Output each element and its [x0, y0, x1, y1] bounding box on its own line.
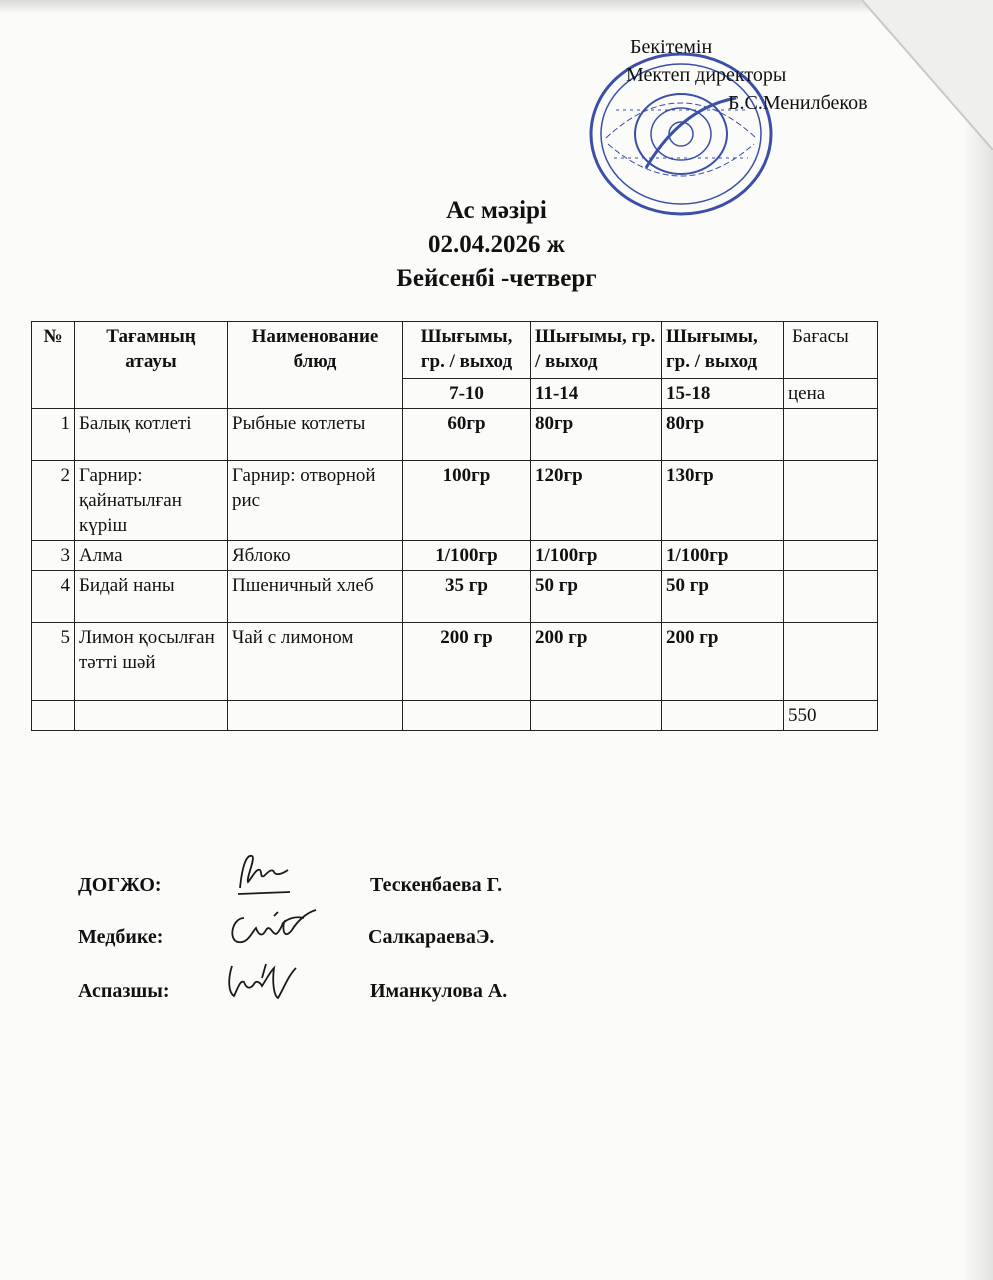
- total-price: 550: [784, 701, 878, 731]
- approval-line-position: Мектеп директоры: [626, 64, 787, 86]
- row-output-7-10: 100гр: [403, 461, 531, 541]
- signature-name: Иманкулова А.: [370, 980, 508, 1002]
- row-output-15-18: 80гр: [662, 409, 784, 461]
- row-output-7-10: 200 гр: [403, 623, 531, 701]
- page-right-shadow: [963, 0, 993, 1280]
- row-name-ru: Рыбные котлеты: [228, 409, 403, 461]
- row-num: 1: [32, 409, 75, 461]
- row-name-kz: Алма: [75, 541, 228, 571]
- table-row: [32, 623, 878, 701]
- empty-cell: [75, 701, 228, 731]
- document-title: [0, 194, 993, 296]
- row-output-15-18: 200 гр: [662, 623, 784, 701]
- title-weekday: Бейсенбі -четверг: [396, 265, 597, 292]
- row-output-11-14: 1/100гр: [531, 541, 662, 571]
- row-name-ru: Гарнир: отворной рис: [228, 461, 403, 541]
- approval-line-approve: Бекітемін: [630, 36, 713, 58]
- title-date: 02.04.2026 ж: [428, 231, 565, 258]
- handwritten-signature-icon: [228, 848, 298, 898]
- signature-row-dogzho: [78, 866, 678, 906]
- signature-role: Медбике:: [78, 926, 164, 948]
- row-output-15-18: 130гр: [662, 461, 784, 541]
- header-price-kz: Бағасы: [784, 322, 878, 379]
- row-price: [784, 461, 878, 541]
- row-name-kz: Балық котлеті: [75, 409, 228, 461]
- signature-row-nurse: [78, 918, 678, 958]
- signature-row-cook: [78, 972, 678, 1012]
- header-age-11-14: 11-14: [531, 379, 662, 409]
- signatures-block: [78, 866, 678, 1006]
- header-name-ru: Наименование блюд: [228, 322, 403, 409]
- row-num: 5: [32, 623, 75, 701]
- row-price: [784, 541, 878, 571]
- row-output-7-10: 35 гр: [403, 571, 531, 623]
- menu-table: [31, 321, 878, 731]
- empty-cell: [228, 701, 403, 731]
- row-name-kz: Гарнир: қайнатылған күріш: [75, 461, 228, 541]
- row-name-ru: Чай с лимоном: [228, 623, 403, 701]
- table-row: [32, 409, 878, 461]
- row-name-ru: Яблоко: [228, 541, 403, 571]
- signature-name: Тескенбаева Г.: [370, 874, 503, 896]
- table-row: [32, 461, 878, 541]
- empty-cell: [531, 701, 662, 731]
- header-output-1: Шығымы, гр. / выход: [403, 322, 531, 379]
- row-name-kz: Лимон қосылған тәтті шәй: [75, 623, 228, 701]
- row-price: [784, 623, 878, 701]
- empty-cell: [403, 701, 531, 731]
- title-menu: Ас мәзірі: [446, 197, 547, 224]
- row-num: 2: [32, 461, 75, 541]
- row-output-7-10: 60гр: [403, 409, 531, 461]
- header-name-kz: Тағамның атауы: [75, 322, 228, 409]
- handwritten-signature-icon: [222, 904, 322, 954]
- row-name-ru: Пшеничный хлеб: [228, 571, 403, 623]
- row-output-7-10: 1/100гр: [403, 541, 531, 571]
- row-output-11-14: 80гр: [531, 409, 662, 461]
- table-row: [32, 571, 878, 623]
- row-output-11-14: 50 гр: [531, 571, 662, 623]
- header-output-2: Шығымы, гр. / выход: [531, 322, 662, 379]
- row-name-kz: Бидай наны: [75, 571, 228, 623]
- header-row: [32, 322, 878, 379]
- header-num: №: [32, 322, 75, 409]
- row-price: [784, 409, 878, 461]
- total-row: [32, 701, 878, 731]
- header-age-15-18: 15-18: [662, 379, 784, 409]
- row-output-15-18: 1/100гр: [662, 541, 784, 571]
- page-top-shadow: [0, 0, 993, 14]
- row-num: 4: [32, 571, 75, 623]
- handwritten-signature-icon: [222, 958, 302, 1008]
- header-age-7-10: 7-10: [403, 379, 531, 409]
- row-output-15-18: 50 гр: [662, 571, 784, 623]
- row-output-11-14: 200 гр: [531, 623, 662, 701]
- signature-role: ДОГЖО:: [78, 874, 162, 896]
- table-row: [32, 541, 878, 571]
- row-output-11-14: 120гр: [531, 461, 662, 541]
- signature-name: СалкараеваЭ.: [368, 926, 495, 948]
- header-price-ru: цена: [784, 379, 878, 409]
- row-price: [784, 571, 878, 623]
- header-output-3: Шығымы, гр. / выход: [662, 322, 784, 379]
- approval-line-director-name: Б.С.Менилбеков: [728, 92, 868, 114]
- signature-role: Аспазшы:: [78, 980, 170, 1002]
- empty-cell: [662, 701, 784, 731]
- empty-cell: [32, 701, 75, 731]
- row-num: 3: [32, 541, 75, 571]
